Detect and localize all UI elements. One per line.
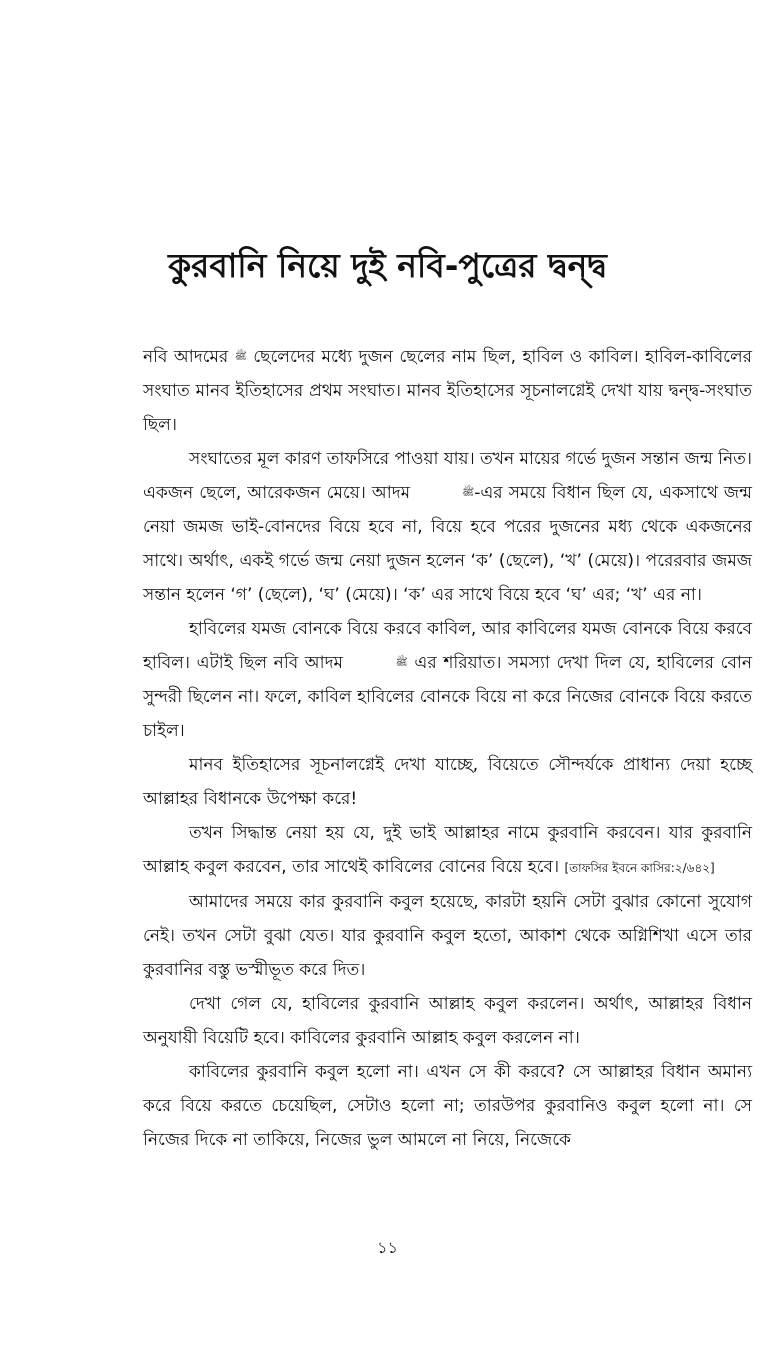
paragraph-7: দেখা গেল যে, হাবিলের কুরবানি আল্লাহ কবুল করলেন। অর্থাৎ, আল্লাহর বিধান অনুযায়ী বিয়েটি হবে। কাবিলের কুরবানি আল্লাহ কবুল করলেন না। (143, 994, 752, 1048)
paragraph-3 (143, 612, 752, 748)
paragraph-8: কাবিলের কুরবানি কবুল হলো না। এখন সে কী করবে? সে আল্লাহর বিধান অমান্য করে বিয়ে করতে চেয়েছিল, সেটাও হলো না; তারউপর কুরবানিও কবুল হলো না। সে নিজের দিকে না তাকিয়ে, নিজের ভুল আমলে না নিয়ে, নিজেকে (143, 1062, 752, 1150)
paragraph-3-text-a: হাবিলের যমজ বোনকে বিয়ে করবে কাবিল, আর কাবিলের যমজ বোনকে বিয়ে করবে হাবিল। এটাই ছিল নবি আদম (143, 619, 752, 673)
paragraph-2-text-a: সংঘাতের মূল কারণ তাফসিরে পাওয়া যায়। তখন মায়ের গর্ভে দুজন সন্তান জন্ম নিত। একজন ছেলে, আরেকজন মেয়ে। আদম (143, 449, 752, 503)
honorific-icon: ﷺ (395, 657, 408, 668)
paragraph-2-text-b: -এর সময়ে বিধান ছিল যে, একসাথে জন্ম নেয়া জমজ ভাই-বোনদের বিয়ে হবে না, বিয়ে হবে পরের দুজনের মধ্য থেকে একজনের সাথে। অর্থাৎ, একই গর্ভে জন্ম নেয়া দুজন হলেন ‘ক’ (ছেলে), ‘খ’ (মেয়ে)। পরেরবার জমজ সন্তান হলেন ‘গ’ (ছেলে), ‘ঘ’ (মেয়ে)। ‘ক’ এর সাথে বিয়ে হবে ‘ঘ’ এর; ‘খ’ এর না। (143, 483, 752, 605)
paragraph-2 (143, 442, 752, 612)
paragraph-1 (143, 340, 752, 442)
paragraph-3-text-b: এর শরিয়াত। সমস্যা দেখা দিল যে, হাবিলের বোন সুন্দরী ছিলেন না। ফলে, কাবিল হাবিলের বোনকে বিয়ে না করে নিজের বোনকে বিয়ে করতে চাইল। (143, 653, 753, 741)
paragraph-4: মানব ইতিহাসের সূচনালগ্নেই দেখা যাচ্ছে, বিয়েতে সৌন্দর্যকে প্রাধান্য দেয়া হচ্ছে আল্লাহর বিধানকে উপেক্ষা করে! (143, 755, 752, 809)
honorific-icon: ﷺ (462, 487, 475, 498)
paragraph-1-text-b: ছেলেদের মধ্যে দুজন ছেলের নাম ছিল, হাবিল ও কাবিল। হাবিল-কাবিলের সংঘাত মানব ইতিহাসের প্রথম সংঘাত। মানব ইতিহাসের সূচনালগ্নেই দেখা যায় দ্বন্দ্ব-সংঘাত ছিল। (143, 347, 753, 435)
citation-reference: [তাফসির ইবনে কাসির:২/৬৪২] (564, 861, 715, 875)
honorific-icon: ﷺ (234, 351, 247, 362)
paragraph-6: আমাদের সময়ে কার কুরবানি কবুল হয়েছে, কারটা হয়নি সেটা বুঝার কোনো সুযোগ নেই। তখন সেটা বুঝা যেত। যার কুরবানি কবুল হতো, আকাশ থেকে অগ্নিশিখা এসে তার কুরবানির বস্তু ভস্মীভূত করে দিত। (143, 892, 752, 980)
paragraph-1-text-a: নবি আদমের (143, 347, 229, 367)
chapter-title: কুরবানি নিয়ে দুই নবি-পুত্রের দ্বন্দ্ব (168, 246, 607, 285)
page-number: ১১ (377, 1238, 398, 1257)
paragraph-5-text: তখন সিদ্ধান্ত নেয়া হয় যে, দুই ভাই আল্লাহর নামে কুরবানি করবেন। যার কুরবানি আল্লাহ কবুল করবেন, তার সাথেই কাবিলের বোনের বিয়ে হবে। (143, 823, 752, 877)
paragraph-5 (143, 816, 752, 885)
body-text (143, 340, 752, 1157)
